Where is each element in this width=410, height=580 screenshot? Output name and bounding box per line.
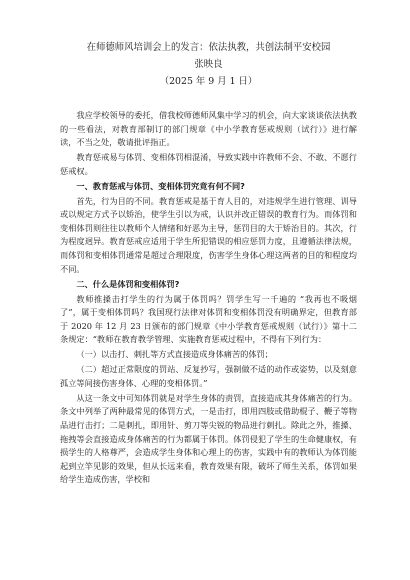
document-date: （2025 年 9 月 1 日） [159, 76, 258, 87]
body-paragraph: 教育惩戒易与体罚、变相体罚相混淆，导致实践中许教师不会、不敢、不愿行惩戒权。 [60, 152, 357, 176]
document-title: 在师德师风培训会上的发言：依法执教，共创法制平安校园 [86, 42, 331, 53]
body-paragraph: （二）超过正常限度的罚站、反复抄写，强制做不适的动作或姿势，以及刻意孤立等间接伤害身体、心理的变相体罚。” [60, 364, 357, 388]
body-paragraph: 我应学校领导的委托，借我校师德师风集中学习的机会，向大家谈谈依法执教的一些看法，对教育部制订的部门规章《中小学教育惩戒规则（试行）》进行解读，不当之处，敬请批评指正。 [60, 110, 357, 148]
body-paragraph: （一）以击打、刺扎等方式直接造成身体痛苦的体罚； [76, 349, 273, 360]
section-heading: 一、教育惩戒与体罚、变相体罚究竟有何不同? [76, 180, 245, 191]
document-body [60, 109, 357, 487]
body-paragraph: 教师推搡击打学生的行为属于体罚吗？罚学生写一千遍的 “我再也不吸烟了”，属于变相体罚吗？我国现行法律对体罚和变相体罚没有明确界定，但教育部于 2020 年 12 月 23 日颁布的部门规章《中小学教育惩戒规则（试行）》第十二条规定：“教师在教育教学管理、实施教育惩戒过程中，不得有下列行为： [60, 293, 357, 345]
document-author: 张映良 [194, 59, 223, 70]
document-page [60, 40, 357, 488]
body-paragraph: 首先，行为目的不同。教育惩戒是基于育人目的，对违规学生进行管理、训导或以规定方式予以矫治，使学生引以为戒，认识并改正错误的教育行为。而体罚和变相体罚则往往以教师个人情绪和好恶为主导，惩罚目的大于矫治目的。其次，行为程度迥异。教育惩戒应适用于学生所犯错误的相应惩罚力度，且遵循法律法规，而体罚和变相体罚通常是超过合理限度，伤害学生身体心理这两者的目的和程度均不同。 [60, 195, 357, 274]
body-paragraph: 从这一条文中可知体罚就是对学生身体的责罚，直接造成其身体痛苦的行为。条文中列举了两种最常见的体罚方式，一是击打，即用四肢或借助棍子、鞭子等物品进行击打；二是刺扎，即用针、剪刀等尖锐的物品进行刺扎。除此之外，推搡、拖拽等会直接造成身体痛苦的行为都属于体罚。体罚侵犯了学生的生命健康权，有损学生的人格尊严，会造成学生身体和心理上的伤害，实践中有的教师认为体罚能起到立竿见影的效果，但从长远来看，教育效果有限，破坏了师生关系，体罚如果给学生造成伤害，学校和 [60, 392, 357, 485]
section-heading: 二、什么是体罚和变相体罚? [76, 278, 180, 289]
